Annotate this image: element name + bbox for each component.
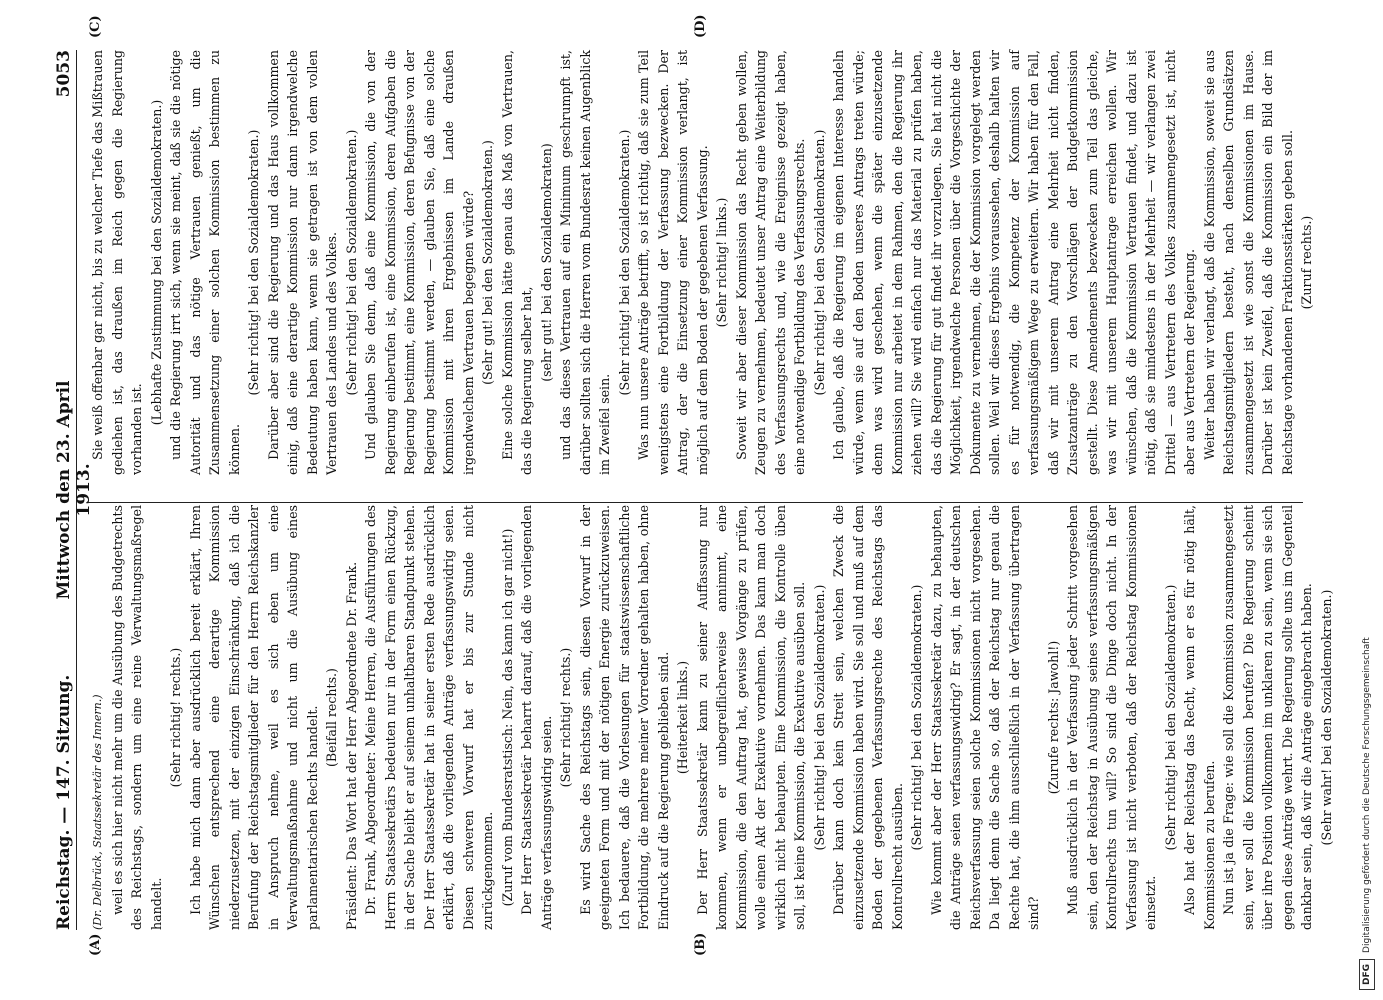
- left-column: [88, 505, 1334, 930]
- margin-mark-a: (A): [88, 933, 103, 956]
- interjection: (Sehr richtig! bei den Sozialdemokraten.): [909, 584, 924, 851]
- paragraph: und die Regierung irrt sich, wenn sie meint, daß sie die nötige Autorität und das nötige Vertrauen genießt, um die Zusammensetzung einer solchen Kommission bestimmen zu können.: [168, 50, 242, 475]
- paragraph: Soweit wir aber dieser Kommission das Recht geben wollen, Zeugen zu vernehmen, bedeutet unser Antrag eine Weiterbildung des Verfassungsrechts und, wie die Ereignisse gezeigt haben, eine notwendige Fortbildung des Verfassungsrechts.: [733, 50, 807, 475]
- interjection: (Sehr richtig! rechts.): [168, 647, 183, 788]
- paragraph: und das dieses Vertrauen auf ein Minimum geschrumpft ist, darüber sollten sich die Herren vom Bundesrat keinen Augenblick im Zweifel sein.: [558, 50, 612, 475]
- margin-mark-d: (D): [693, 14, 708, 38]
- interjection: (Heiterkeit links.): [675, 660, 690, 775]
- margin-mark-b: (B): [693, 932, 708, 956]
- paragraph: Es wird Sache des Reichstags sein, diesen Vorwurf in der geeigneten Form und mit der nötigen Energie zurückzuweisen. Ich bedauere, daß die Vorlesungen für staatswissenschaftliche Fortbildung, die mehrere meiner Vorredner gehalten haben, ohne Eindruck auf die Regierung geblieben sind.: [577, 505, 671, 930]
- paragraph: Wie kommt aber der Herr Staatssekretär dazu, zu behaupten, die Anträge seien verfassungswidrig? Er sagt, in der deutschen Reichsverfassung seien solche Kommissionen nicht vorgesehen. Da liegt denn die Sache so, daß der Reichstag nur genau die Rechte hat, die ihm ausschließlich in der Verfassung übertragen sind?: [928, 505, 1041, 930]
- paragraph: Darüber aber sind die Regierung und das Haus vollkommen einig, daß eine derartige Kommission nur dann irgendwelche Bedeutung haben kann, wenn sie getragen ist von dem vollen Vertrauen des Landes und des Volkes.: [265, 50, 339, 475]
- interjection: (Sehr richtig! bei den Sozialdemokraten.): [246, 129, 261, 396]
- page-header: [20, 50, 94, 930]
- interjection: (sehr gut! bei den Sozialdemokraten): [538, 143, 554, 382]
- paragraph: Nun ist ja die Frage: wie soll die Kommission zusammengesetzt sein, wer soll die Kommission berufen? Die Regierung scheint über ihre Position vollkommen im unklaren zu sein, wenn sie sich gegen diese Anträge wehrt. Die Regierung sollte uns im Gegenteil dankbar sein, daß wir die Anträge eingebracht haben.: [1221, 505, 1314, 930]
- paragraph: Dr. Frank, Abgeordneter: Meine Herren, die Ausführungen des Herrn Staatssekretärs bedeuten nur in der Form einen Rückzug, in der Sache bleibt er auf seinem unhaltbaren Standpunkt stehen. Der Herr Staatssekretär hat in seiner ersten Rede ausdrücklich erklärt, daß die vorliegenden Anträge verfassungswidrig seien. Diesen schweren Vorwurf hat er bis zur Stunde nicht zurückgenommen.: [363, 505, 495, 930]
- paragraph: Darüber kann doch kein Streit sein, welchen Zweck die einzusetzende Kommission haben wird. Sie soll und muß auf dem Boden der gegebenen Verfassungsrechte des Reichstags das Kontrollrecht ausüben.: [831, 505, 905, 930]
- paragraph: Der Herr Staatssekretär beharrt darauf, daß die vorliegenden Anträge verfassungswidrig seien.: [519, 505, 554, 930]
- interjection: (Sehr richtig! bei den Sozialdemokraten.): [1162, 584, 1178, 851]
- paragraph: Eine solche Kommission hätte genau das Maß von Vertrauen, das die Regierung selber hat,: [499, 50, 534, 475]
- page-number: 5053: [54, 50, 74, 98]
- paragraph: Ich habe mich dann aber ausdrücklich bereit erklärt, Ihren Wünschen entsprechend eine derartige Kommission niederzusetzen, mit der einzigen Einschränkung, daß ich die Berufung der Reichstagsmitglieder für den Herrn Reichskanzler in Anspruch nehme, weil es sich eben um eine Verwaltungsmaßnahme und nicht um die Ausübung eines parlamentarischen Rechts handelt.: [187, 505, 320, 930]
- interjection: (Sehr gut! bei den Sozialdemokraten.): [480, 140, 495, 385]
- interjection: (Sehr richtig! bei den Sozialdemokraten.): [616, 129, 632, 396]
- interjection: (Sehr wahr! bei den Sozialdemokraten.): [1318, 589, 1334, 846]
- paragraph: Präsident: Das Wort hat der Herr Abgeordnete Dr. Frank.: [343, 561, 359, 930]
- column-divider: [88, 502, 1303, 503]
- paragraph: Sie weiß offenbar gar nicht, bis zu welcher Tiefe das Mißtrauen gediehen ist, das draußen im Reich gegen die Regierung vorhanden ist.: [90, 50, 144, 475]
- interjection: (Sehr richtig! rechts.): [558, 647, 573, 788]
- paragraph: (Dr. Delbrück, Staatssekretär des Innern.): [91, 694, 104, 930]
- interjection: (Sehr richtig! bei den Sozialdemokraten.): [811, 129, 827, 396]
- interjection: (Zuruf rechts.): [1299, 215, 1314, 310]
- interjection: (Sehr richtig! bei den Sozialdemokraten.): [811, 584, 827, 851]
- dfg-logo: DFG: [1359, 959, 1375, 990]
- interjection: (Zurufe rechts: Jawohl!): [1045, 640, 1061, 795]
- interjection: (Lebhafte Zustimmung bei den Sozialdemokraten.): [148, 99, 164, 426]
- interjection: (Beifall rechts.): [324, 668, 339, 767]
- paragraph: Ich glaube, daß die Regierung im eigenen Interesse handeln würde, wenn sie auf den Boden unseres Antrags treten würde; denn was wird geschehen, wenn die später einzusetzende Kommission nur arbeitet in dem Rahmen, den die Regierung ihr ziehen will? Sie wird einfach nur das Material zu prüfen haben, das die Regierung für gut findet ihr vorzulegen. Sie hat nicht die Möglichkeit, irgendwelche Personen über die Vorgeschichte der Dokumente zu vernehmen, die der Kommission vorgelegt werden sollen. Weil wir dieses Ergebnis voraussehen, deshalb halten wir es für notwendig, die Kompetenz der Kommission auf verfassungsmäßigem Wege zu erweitern. Wir haben für den Fall, daß wir mit unserem Antrag eine Mehrheit nicht finden, Zusatzanträge zu den Vorschlägen der Budgetkommission gestellt. Diese Amendements bezwecken zum Teil das gleiche, was wir mit unserem Hauptantrage erreichen wollen. Wir wünschen, daß die Kommission Vertrauen findet, und dazu ist nötig, daß sie mindestens in der Mehrheit — wir verlangen zwei Drittel — aus Vertretern des Volkes zusammengesetzt ist, nicht aber aus Vertretern der Regierung.: [831, 50, 1197, 475]
- interjection: (Sehr richtig! bei den Sozialdemokraten.): [343, 129, 359, 396]
- paragraph: Muß ausdrücklich in der Verfassung jeder Schritt vorgesehen sein, den der Reichstag in Ausübung seines verfassungsmäßigen Kontrollrechts tun will? So sind die Dinge doch nicht. In der Verfassung ist nicht verboten, daß der Reichstag Kommissionen einsetzt.: [1065, 505, 1158, 930]
- credit-text: Digitalisierung gefördert durch die Deutsche Forschungsgemeinschaft: [1362, 637, 1372, 953]
- margin-mark-c: (C): [88, 15, 103, 38]
- header-date: Mittwoch den 23. April 1913.: [54, 380, 94, 600]
- interjection: (Zuruf vom Bundesratstisch: Nein, das kann ich gar nicht!): [499, 528, 515, 907]
- paragraph: weil es sich hier nicht mehr um die Ausübung des Budgetrechts des Reichstags, sondern um eine reine Verwaltungsmaßregel handelt.: [109, 505, 164, 930]
- paragraph: Weiter haben wir verlangt, daß die Kommission, soweit sie aus Reichstagsmitgliedern besteht, nach denselben Grundsätzen zusammengesetzt ist wie sonst die Kommissionen im Hause. Darüber ist kein Zweifel, daß die Kommission ein Bild der im Reichstage vorhandenen Fraktionsstärken geben soll.: [1201, 50, 1295, 475]
- paragraph: Der Herr Staatssekretär kann zu seiner Auffassung nur kommen, wenn er unbegreiflicherweise annimmt, eine Kommission, die den Auftrag hat, gewisse Vorgänge zu prüfen, wolle einen Akt der Exekutive vornehmen. Das kann man doch wirklich nicht behaupten. Eine Kommission, die Kontrolle üben soll, ist keine Kommission, die Exekutive ausüben soll.: [694, 505, 807, 930]
- right-column: [88, 50, 1314, 475]
- header-session: Reichstag. — 147. Sitzung.: [54, 674, 74, 930]
- paragraph: Was nun unsere Anträge betrifft, so ist richtig, daß sie zum Teil wenigstens eine Fortbildung der Verfassung bezwecken. Der Antrag, der die Einsetzung einer Kommission verlangt, ist möglich auf dem Boden der gegebenen Verfassung.: [636, 50, 710, 475]
- paragraph: Also hat der Reichstag das Recht, wenn er es für nötig hält, Kommissionen zu berufen.: [1182, 505, 1217, 930]
- interjection: (Sehr richtig! links.): [714, 197, 729, 328]
- paragraph: Und glauben Sie denn, daß eine Kommission, die von der Regierung einberufen ist, eine Kommission, deren Aufgaben die Regierung bestimmt, eine Kommission, deren Befugnisse von der Regierung bestimmt werden, — glauben Sie, daß eine solche Kommission mit ihren Ergebnissen im Lande draußen irgendwelchem Vertrauen begegnen würde?: [363, 50, 476, 475]
- digitization-credit: [1355, 10, 1379, 990]
